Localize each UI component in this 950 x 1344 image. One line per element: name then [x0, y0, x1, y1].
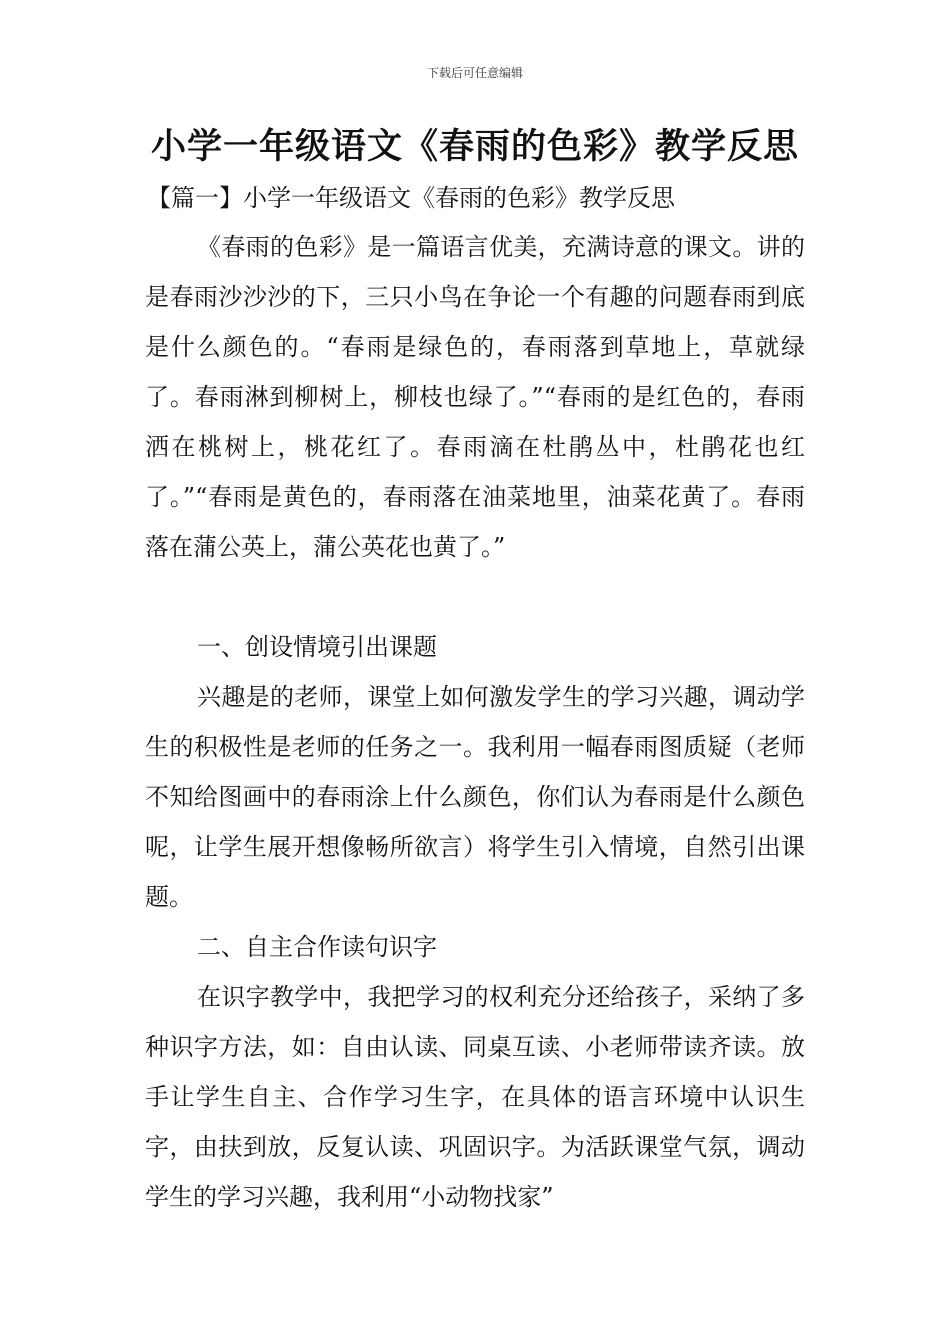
subheading-2: 二、自主合作读句识字	[197, 933, 437, 961]
paragraph-2: 在识字教学中，我把学习的权利充分还给孩子，采纳了多种识字方法，如：自由认读、同桌互读、小老师带读齐读。放手让学生自主、合作学习生字，在具体的语言环境中认识生字，由扶到放，反复认读、巩固识字。为活跃课堂气氛，调动学生的学习兴趣，我利用“小动物找家”	[145, 983, 805, 1211]
paragraph-1: 兴趣是的老师，课堂上如何激发学生的学习兴趣，调动学生的积极性是老师的任务之一。我利用一幅春雨图质疑（老师不知给图画中的春雨涂上什么颜色，你们认为春雨是什么颜色呢，让学生展开想像畅所欲言）将学生引入情境，自然引出课题。	[145, 683, 805, 911]
subheading-1: 一、创设情境引出课题	[197, 633, 437, 661]
section-heading: 【篇一】小学一年级语文《春雨的色彩》教学反思	[147, 184, 675, 212]
document-title: 小学一年级语文《春雨的色彩》教学反思	[150, 127, 799, 167]
header-note: 下载后可任意编辑	[426, 66, 523, 80]
intro-paragraph: 《春雨的色彩》是一篇语言优美，充满诗意的课文。讲的是春雨沙沙沙的下，三只小鸟在争论一个有趣的问题春雨到底是什么颜色的。“春雨是绿色的，春雨落到草地上，草就绿了。春雨淋到柳树上，柳枝也绿了。”“春雨的是红色的，春雨洒在桃树上，桃花红了。春雨滴在杜鹃丛中，杜鹃花也红了。”“春雨是黄色的，春雨落在油菜地里，油菜花黄了。春雨落在蒲公英上，蒲公英花也黄了。”	[145, 233, 805, 561]
